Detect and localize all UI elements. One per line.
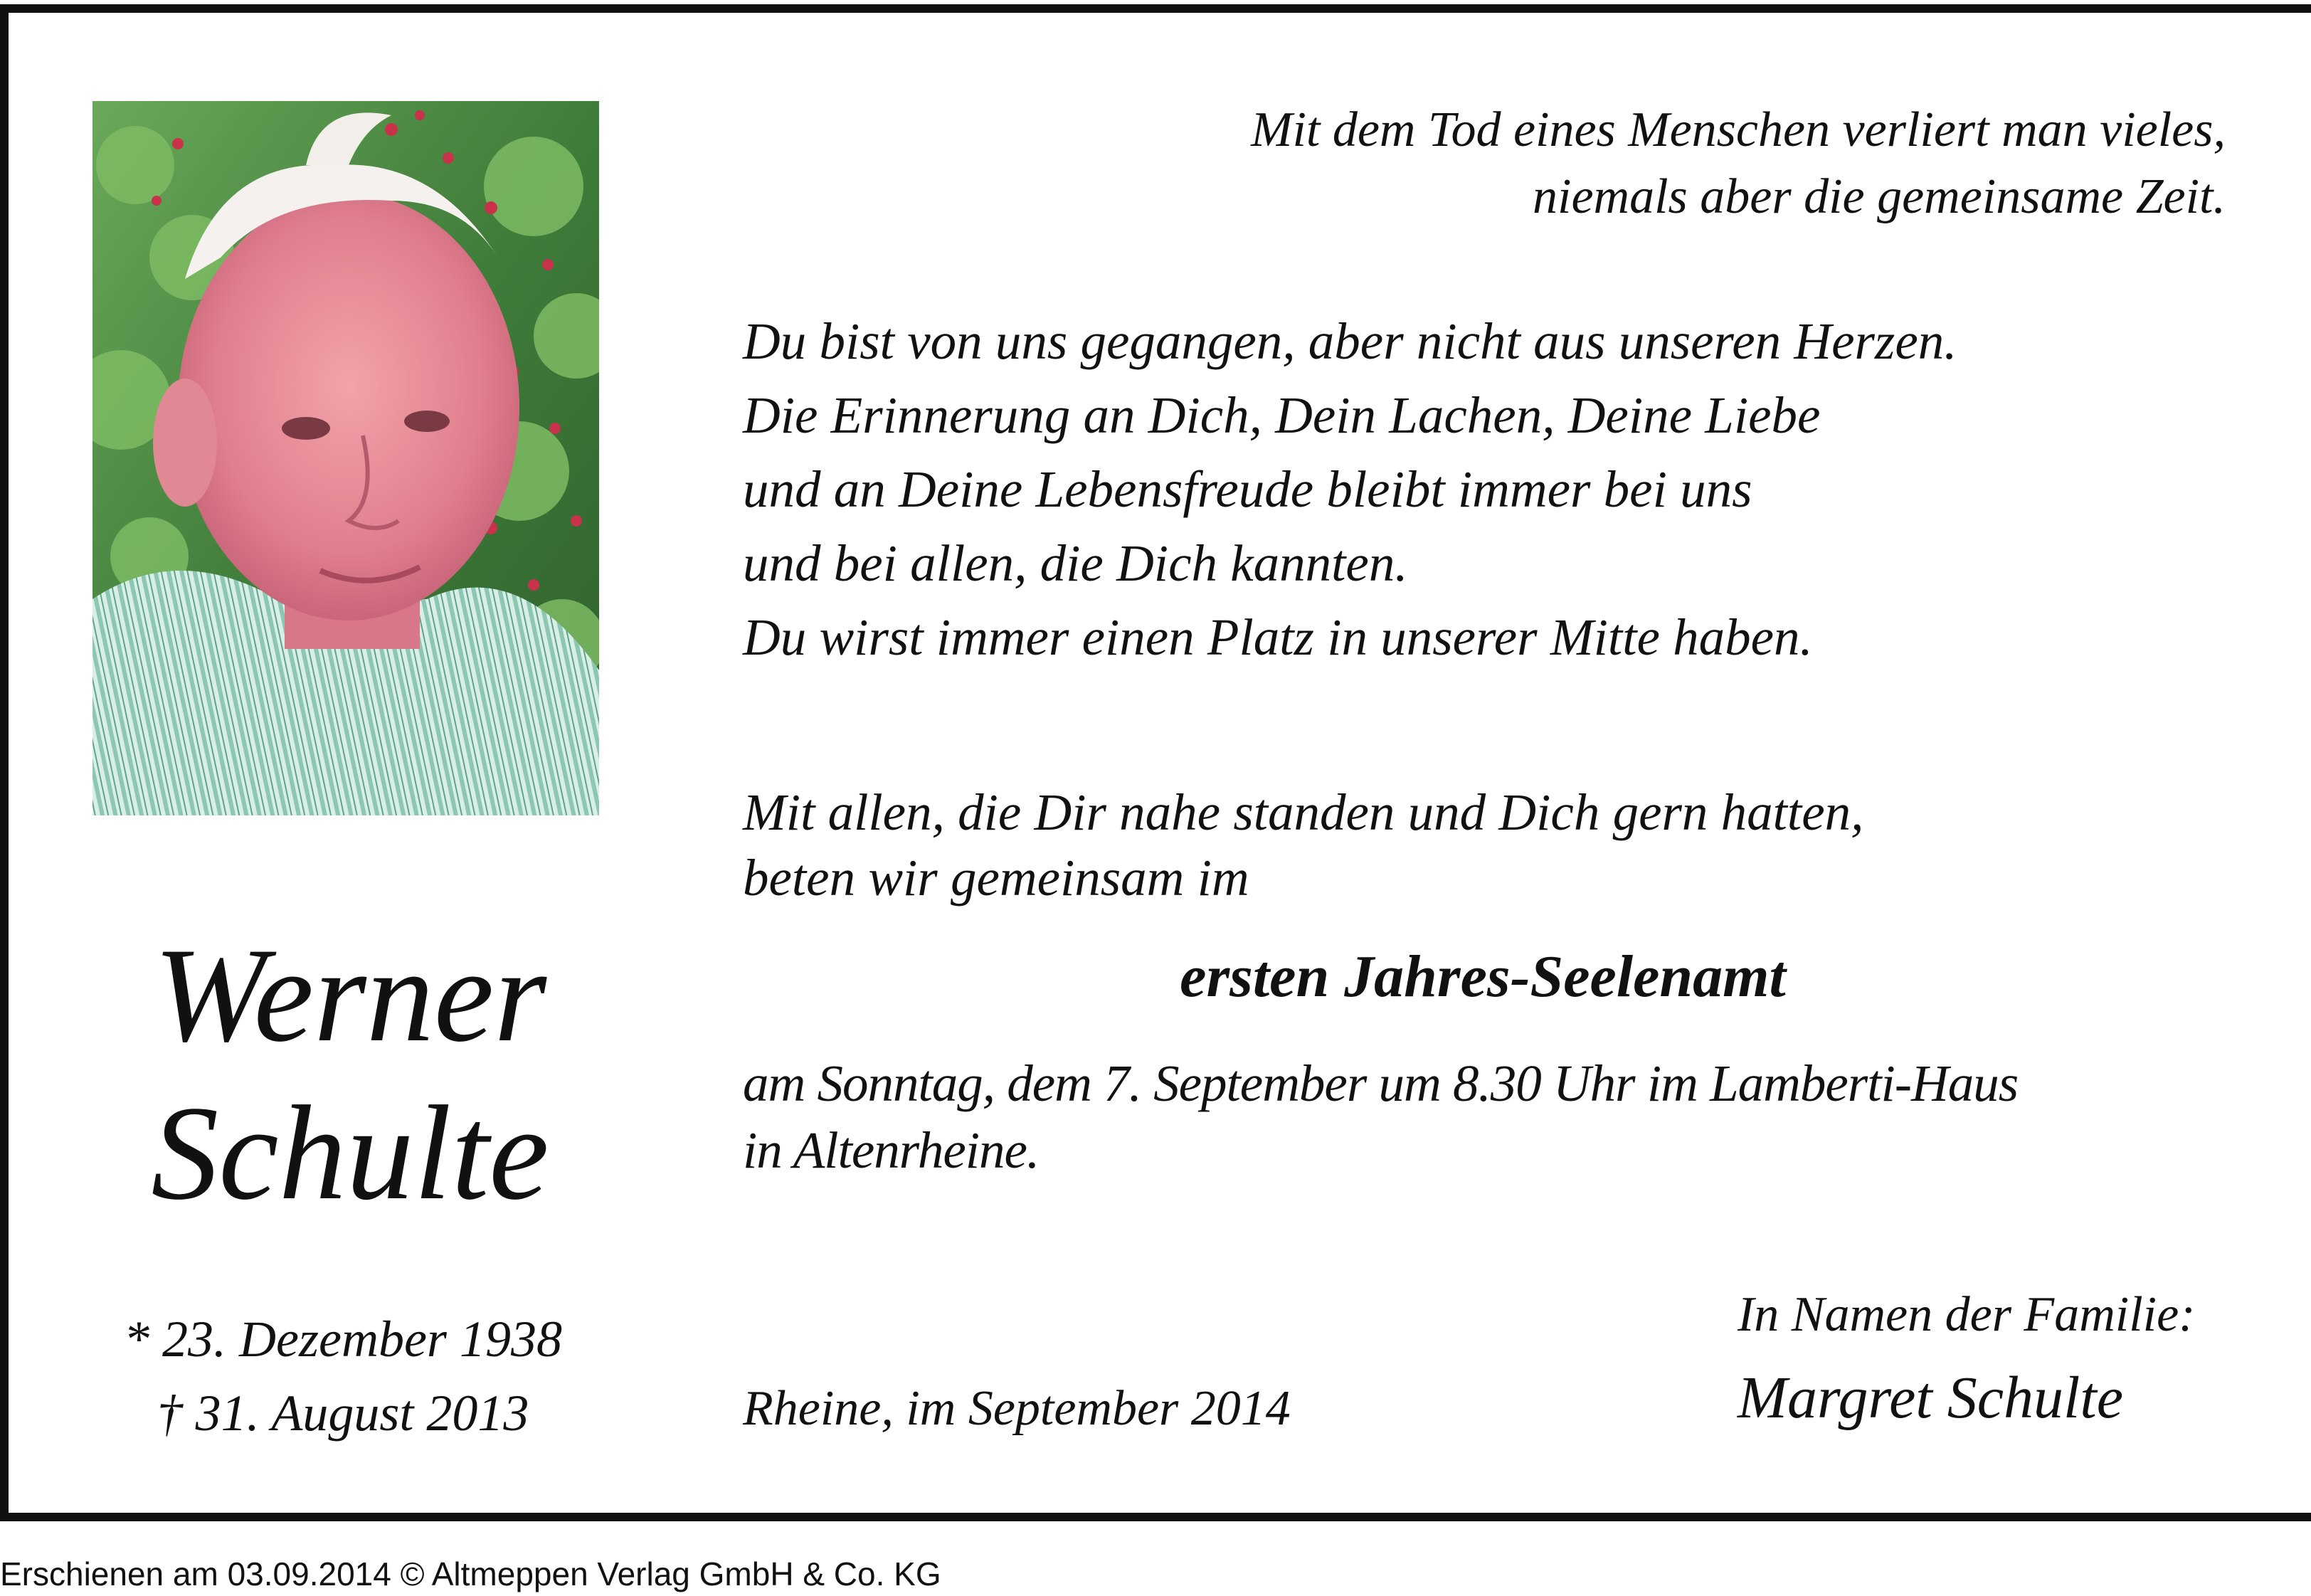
intro-line: beten wir gemeinsam im bbox=[743, 849, 1249, 907]
quote-line: niemals aber die gemeinsame Zeit. bbox=[1533, 169, 2226, 224]
life-dates bbox=[94, 1302, 592, 1450]
deceased-name bbox=[65, 916, 635, 1232]
event-details bbox=[743, 1050, 2018, 1184]
opening-quote bbox=[1251, 97, 2226, 231]
portrait-photo bbox=[92, 101, 599, 815]
poem-line: und bei allen, die Dich kannten. bbox=[743, 534, 1408, 592]
poem-line: Du wirst immer einen Platz in unserer Mitte haben. bbox=[743, 608, 1813, 666]
death-date: † 31. August 2013 bbox=[157, 1385, 529, 1442]
quote-line: Mit dem Tod eines Menschen verliert man vieles, bbox=[1251, 102, 2226, 157]
publication-footer: Erschienen am 03.09.2014 © Altmeppen Verlag GmbH & Co. KG bbox=[0, 1555, 941, 1592]
invitation-intro bbox=[743, 780, 1863, 911]
details-line: am Sonntag, dem 7. September um 8.30 Uhr im Lamberti-Haus bbox=[743, 1055, 2019, 1112]
event-title: ersten Jahres-Seelenamt bbox=[1180, 944, 1786, 1010]
details-line: in Altenrheine. bbox=[743, 1121, 1040, 1179]
memorial-poem bbox=[743, 305, 1957, 675]
last-name: Schulte bbox=[151, 1079, 549, 1228]
place-and-date: Rheine, im September 2014 bbox=[743, 1381, 1291, 1436]
birth-date: * 23. Dezember 1938 bbox=[124, 1311, 562, 1368]
family-signature: Margret Schulte bbox=[1738, 1365, 2123, 1431]
intro-line: Mit allen, die Dir nahe standen und Dich gern hatten, bbox=[743, 783, 1864, 841]
obituary-frame bbox=[0, 4, 2311, 1521]
poem-line: Die Erinnerung an Dich, Dein Lachen, Deine Liebe bbox=[743, 386, 1821, 444]
poem-line: Du bist von uns gegangen, aber nicht aus unseren Herzen. bbox=[743, 312, 1957, 370]
poem-line: und an Deine Lebensfreude bleibt immer bei uns bbox=[743, 460, 1752, 518]
family-label: In Namen der Familie: bbox=[1738, 1287, 2196, 1342]
first-name: Werner bbox=[153, 921, 547, 1070]
